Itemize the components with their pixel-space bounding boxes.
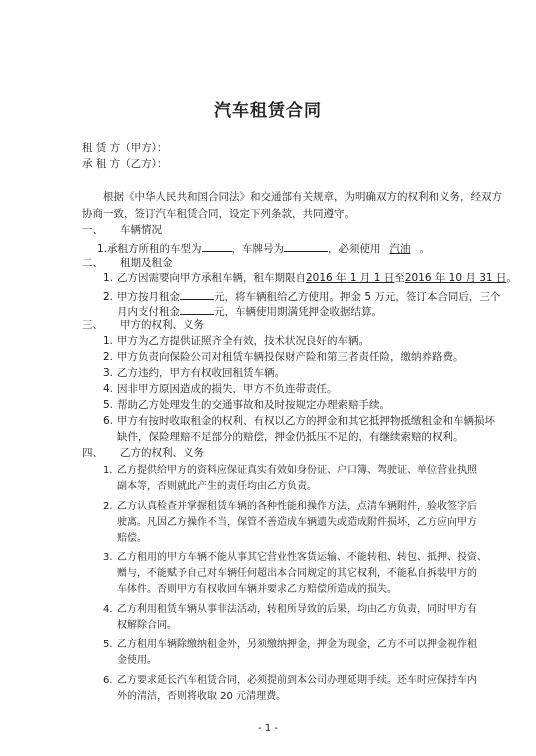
item-text: 甲方负责向保险公司对租赁车辆投保财产险和第三者责任险，缴纳养路费。	[117, 351, 464, 363]
list-item	[103, 351, 464, 364]
item-number: 6.	[103, 415, 114, 427]
item-text: 甲方为乙方提供证照齐全有效，技术状况良好的车辆。	[117, 335, 369, 347]
list-item-continuation: 副本等，否则就此产生的责任均由乙方负责。	[117, 481, 317, 492]
item-number: 5.	[103, 639, 113, 650]
section-title: 租期及租金	[120, 257, 173, 269]
fuel-value[interactable]: 汽油	[389, 243, 411, 255]
intro-line-1: 根据《中华人民共和国合同法》和交通部有关规章，为明确双方的权利和义务，经双方	[103, 191, 502, 203]
item-number: 1.	[103, 335, 114, 347]
page-number: - 1 -	[258, 723, 278, 734]
section-1-heading	[82, 224, 162, 237]
payment-blank[interactable]	[180, 303, 214, 315]
monthly-rent-blank[interactable]	[180, 288, 214, 300]
list-item-continuation: 外的清洁，否则将收取 20 元清理费。	[117, 691, 287, 702]
item-text: 乙方租用车辆除缴纳租金外，另须缴纳押金，押金为现金，乙方不可以押金视作租	[117, 639, 477, 650]
period: 。	[506, 272, 517, 284]
list-item-continuation: 权解除合同。	[117, 620, 177, 631]
section-title: 乙方的权利、义务	[120, 447, 204, 459]
item-text: 乙方违约，甲方有权收回租赁车辆。	[117, 367, 285, 379]
rent-item-line-1	[103, 288, 500, 304]
payment-label: 月内支付租金	[117, 306, 180, 318]
item-number: 5.	[103, 399, 114, 411]
item-number: 3.	[103, 552, 113, 563]
item-number: 2.	[103, 351, 114, 363]
vehicle-model-label: 1.承租方所租的车型为	[97, 243, 202, 255]
section-3-heading	[82, 319, 204, 332]
section-number: 三、	[82, 319, 103, 331]
section-title: 甲方的权利、义务	[120, 319, 204, 331]
item-text: 帮助乙方处理发生的交通事故和及时按规定办理索赔手续。	[117, 399, 390, 411]
item-text: 乙方要求延长汽车租赁合同，必须提前到本公司办理延期手续。还车时应保持车内	[117, 675, 477, 686]
end-date[interactable]: 2016 年 10 月 31 日	[404, 272, 507, 284]
item-text: 甲方有按时收取租金的权利、有权以乙方的押金和其它抵押物抵缴租金和车辆损坏	[117, 415, 495, 427]
item-number: 2.	[103, 501, 113, 512]
intro-line-2: 协商一致，签订汽车租赁合同，设定下列条款，共同遵守。	[82, 208, 355, 220]
section-number: 一、	[82, 224, 103, 236]
plate-label: ，车牌号为	[231, 243, 285, 255]
item-number: 1.	[103, 272, 114, 284]
list-item	[103, 367, 285, 380]
item-text: 因非甲方原因造成的损失，甲方不负连带责任。	[117, 383, 338, 395]
list-item-continuation: 车体件。否则甲方有权收回车辆并要求乙方赔偿所造成的损失。	[117, 584, 397, 595]
to-label: 至	[394, 272, 405, 284]
list-item	[103, 415, 495, 428]
lessor-line: 租 赁 方（甲方）：	[82, 142, 168, 154]
item-number: 4.	[103, 383, 114, 395]
list-item-continuation: 驶离。凡因乙方操作不当，保管不善造成车辆遗失或造成附件损坏，乙方应向甲方	[117, 517, 477, 528]
item-text: 乙方提供给甲方的资料应保证真实有效如身份证、户口簿、驾驶证、单位营业执照	[117, 465, 477, 476]
item-number: 4.	[103, 604, 113, 615]
term-label: 乙方因需要向甲方承租车辆，租车期限自	[117, 272, 306, 284]
section-number: 二、	[82, 257, 103, 269]
list-item	[103, 638, 477, 651]
lease-term-item	[103, 272, 517, 285]
list-item	[103, 603, 477, 616]
item-number: 1.	[103, 465, 113, 476]
fuel-label: ，必须使用	[328, 243, 381, 255]
monthly-rent-label: 甲方按月租金	[117, 291, 180, 303]
list-item	[103, 399, 390, 412]
settlement-text: 元，车辆使用期满凭押金收据结算。	[214, 306, 382, 318]
list-item-continuation: 赔偿。	[117, 533, 147, 544]
list-item-continuation: 金使用。	[117, 655, 157, 666]
list-item-continuation: 赠与，不能赋予自己对车辆任何超出本合同规定的其它权利，不能私自拆装甲方的	[117, 568, 477, 579]
section-4-heading	[82, 447, 204, 460]
list-item	[103, 500, 477, 513]
section-title: 车辆情况	[120, 224, 162, 236]
list-item	[103, 464, 477, 477]
list-item	[103, 674, 477, 687]
list-item	[103, 383, 338, 396]
contract-title: 汽车租赁合同	[214, 101, 322, 121]
start-date[interactable]: 2016 年 1 月 1 日	[306, 272, 395, 284]
item-number: 2.	[103, 291, 114, 303]
lessee-line: 承 租 方（乙方）：	[82, 158, 168, 170]
vehicle-model-blank[interactable]	[202, 240, 232, 252]
plate-blank[interactable]	[284, 240, 328, 252]
deposit-text: 元，将车辆租给乙方使用。押金 5 万元，签订本合同后，三个	[214, 291, 501, 303]
item-text: 乙方租用的甲方车辆不能从事其它营业性客货运输、不能转租、转包、抵押、投资、	[117, 552, 487, 563]
list-item-continuation: 缺件，保险理赔不足部分的赔偿，押金仍抵压不足的，有继续索赔的权利。	[117, 431, 464, 443]
list-item	[103, 335, 369, 348]
vehicle-line	[97, 240, 430, 256]
item-text: 乙方认真检查并掌握租赁车辆的各种性能和操作方法，点清车辆附件，验收签字后	[117, 501, 477, 512]
item-number: 6.	[103, 675, 113, 686]
item-text: 乙方利用租赁车辆从事非法活动，转租所导致的后果，均由乙方负责，同时甲方有	[117, 604, 477, 615]
period: 。	[419, 243, 431, 255]
list-item	[103, 551, 487, 564]
item-number: 3.	[103, 367, 114, 379]
rent-item-line-2	[117, 303, 382, 319]
section-2-heading	[82, 257, 173, 270]
section-number: 四、	[82, 447, 103, 459]
